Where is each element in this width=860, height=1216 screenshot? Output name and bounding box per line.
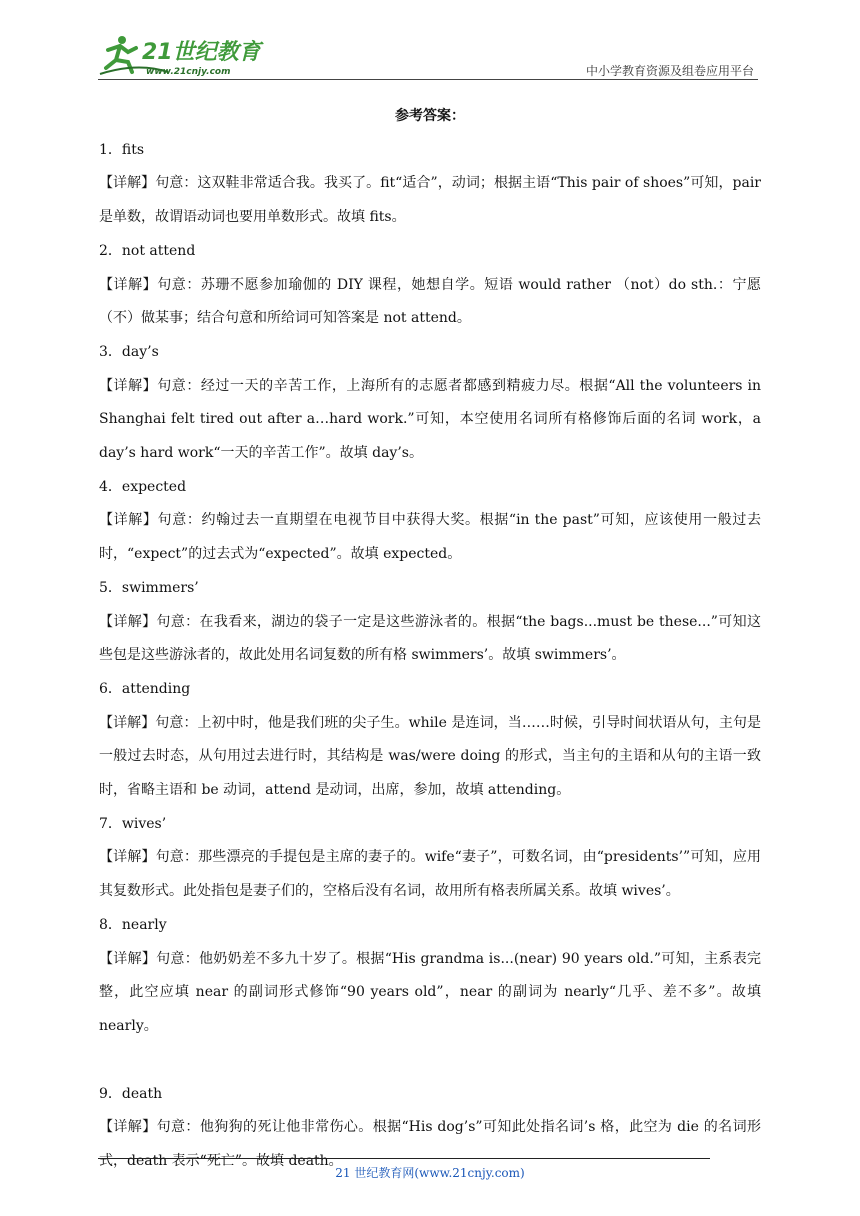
detail-1: 【详解】句意：这双鞋非常适合我。我买了。fit“适合”，动词；根据主语“This pair of shoes”可知，pair是单数，故谓语动词也要用单数形式。故填 fits。 — [99, 175, 761, 226]
detail-4: 【详解】句意：约翰过去一直期望在电视节目中获得大奖。根据“in the past”可知，应该使用一般过去时，“expect”的过去式为“expected”。故填 expected。 — [99, 512, 761, 563]
detail-5: 【详解】句意：在我看来，湖边的袋子一定是这些游泳者的。根据“the bags...must be these...”可知这些包是这些游泳者的，故此处用名词复数的所有格 swimmers’。故填 swimmers’。 — [99, 613, 761, 664]
answer-3: 3．day’s — [99, 343, 159, 360]
header-divider — [98, 79, 758, 80]
detail-8: 【详解】句意：他奶奶差不多九十岁了。根据“His grandma is...(near) 90 years old.”可知，主系表完整，此空应填 near 的副词形式修饰“90 years old”，near 的副词为 nearly“几乎、差不多”。故填 nearly。 — [99, 950, 761, 1034]
answer-1: 1．fits — [99, 141, 145, 158]
site-logo — [98, 32, 268, 78]
answer-5: 5．swimmers’ — [99, 579, 199, 596]
answer-7: 7．wives’ — [99, 815, 167, 832]
answer-content — [99, 100, 761, 1179]
svg-text:www.21cnjy.com: www.21cnjy.com — [146, 67, 231, 77]
answer-4: 4．expected — [99, 478, 187, 495]
detail-9: 【详解】句意：他狗狗的死让他非常伤心。根据“His dog’s”可知此处指名词’s 格，此空为 die 的名词形式，death 表示“死亡”。故填 death。 — [99, 1119, 761, 1170]
page-header — [98, 30, 758, 80]
blank-line — [99, 1044, 761, 1078]
platform-tagline: 中小学教育资源及组卷应用平台 — [585, 64, 754, 78]
footer-divider — [98, 1158, 710, 1159]
runner-logo-icon — [98, 32, 268, 78]
answer-9: 9．death — [99, 1085, 163, 1102]
answer-2: 2．not attend — [99, 242, 196, 259]
detail-6: 【详解】句意：上初中时，他是我们班的尖子生。while 是连词，当……时候，引导时间状语从句，主句是一般过去时态，从句用过去进行时，其结构是 was/were doing 的形式，当主句的主语和从句的主语一致时，省略主语和 be 动词，attend 是动词，出席，参加，故填 attending。 — [99, 714, 761, 799]
detail-7: 【详解】句意：那些漂亮的手提包是主席的妻子的。wife“妻子”，可数名词，由“presidents’”可知，应用其复数形式。此处指包是妻子们的，空格后没有名词，故用所有格表所属关系。故填 wives’。 — [99, 849, 761, 900]
footer-source[interactable]: 21 世纪教育网(www.21cnjy.com) — [335, 1166, 525, 1180]
answer-8: 8．nearly — [99, 916, 167, 933]
detail-3: 【详解】句意：经过一天的辛苦工作，上海所有的志愿者都感到精疲力尽。根据“All the volunteers in Shanghai felt tired out after a…hard work.”可知，本空使用名词所有格修饰后面的名词 work，a day’s hard work“一天的辛苦工作”。故填 day’s。 — [99, 377, 761, 462]
answer-6: 6．attending — [99, 680, 191, 697]
detail-2: 【详解】句意：苏珊不愿参加瑜伽的 DIY 课程，她想自学。短语 would rather （not）do sth.：宁愿（不）做某事；结合句意和所给词可知答案是 not attend。 — [99, 276, 761, 327]
page-title: 参考答案： — [395, 108, 465, 124]
svg-text:21世纪教育: 21世纪教育 — [142, 40, 261, 65]
